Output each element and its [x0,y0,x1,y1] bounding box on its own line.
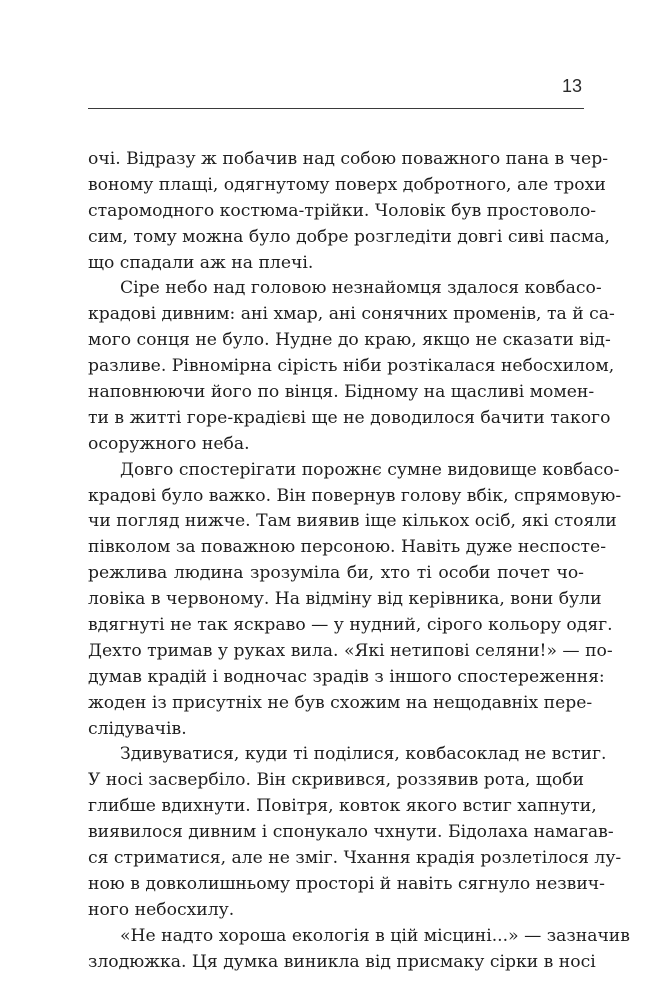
text-line: чи погляд нижче. Там виявив іще кількох осіб, які стояли [88,511,617,532]
text-line: жоден із присутніх не був схожим на нещодавніх пере- [88,692,593,713]
text-line: Сіре небо над головою незнайомця здалося ковбасо- [120,278,602,299]
text-line: ного небосхилу. [88,899,235,920]
text-line: очі. Відразу ж побачив над собою поважного пана в чер- [88,149,609,169]
text-line: Дехто тримав у руках вила. «Які нетипові селяни!» — по- [88,640,613,661]
text-line: старомодного костюма-трійки. Чоловік був простоволо- [88,200,597,221]
text-line: виявилося дивним і спонукало чхнути. Бідолаха намагав- [88,822,614,843]
text-line: слідувачів. [88,718,187,739]
text-line: думав крадій і водночас зрадів з іншого спостереження: [88,666,605,687]
text-line: Здивуватися, куди ті поділися, ковбасоклад не встиг. [120,744,607,765]
text-line: режлива людина зрозуміла би, хто ті особи почет чо- [88,563,584,584]
text-line: ся стриматися, але не зміг. Чхання крадія розлетілося лу- [88,848,622,869]
text-line: крадові дивним: ані хмар, ані сонячних променів, та й са- [88,304,615,325]
page-number: 13 [561,76,582,96]
text-line: мого сонця не було. Нудне до краю, якщо не сказати від- [88,330,611,351]
text-line: Довго спостерігати порожнє сумне видовище ковбасо- [120,459,620,480]
text-line: глибше вдихнути. Повітря, ковток якого встиг хапнути, [88,796,597,817]
text-line: ловіка в червоному. На відміну від керівника, вони були [88,589,602,610]
text-line: У носі засвербіло. Він скривився, роззявив рота, щоби [88,770,584,791]
text-line: сим, тому можна було добре розгледіти довгі сиві пасма, [88,226,611,247]
text-line: воному плащі, одягнутому поверх добротного, але трохи [88,174,606,195]
text-line: ти в житті горе-крадієві ще не доводилося бачити такого [88,407,611,428]
text-line: осоружного неба. [88,433,250,454]
text-line: наповнюючи його по вінця. Бідному на щасливі момен- [88,382,595,403]
text-line: разливе. Рівномірна сірість ніби розтікалася небосхилом, [88,356,615,377]
text-line: крадові було важко. Він повернув голову вбік, спрямовую- [88,485,622,506]
text-line: ною в довколишньому просторі й навіть сягнуло незвич- [88,873,605,894]
text-line: «Не надто хороша екологія в цій місцині...» — зазначив [120,925,630,946]
text-line: вдягнуті не так яскраво — у нудний, сірого кольору одяг. [88,615,613,636]
text-line: що спадали аж на плечі. [88,252,314,273]
body-text [88,147,630,976]
header-rule [88,108,584,109]
text-line: півколом за поважною персоною. Навіть дуже неспосте- [88,537,607,558]
text-line: злодюжка. Ця думка виникла від присмаку сірки в носі [88,951,596,972]
